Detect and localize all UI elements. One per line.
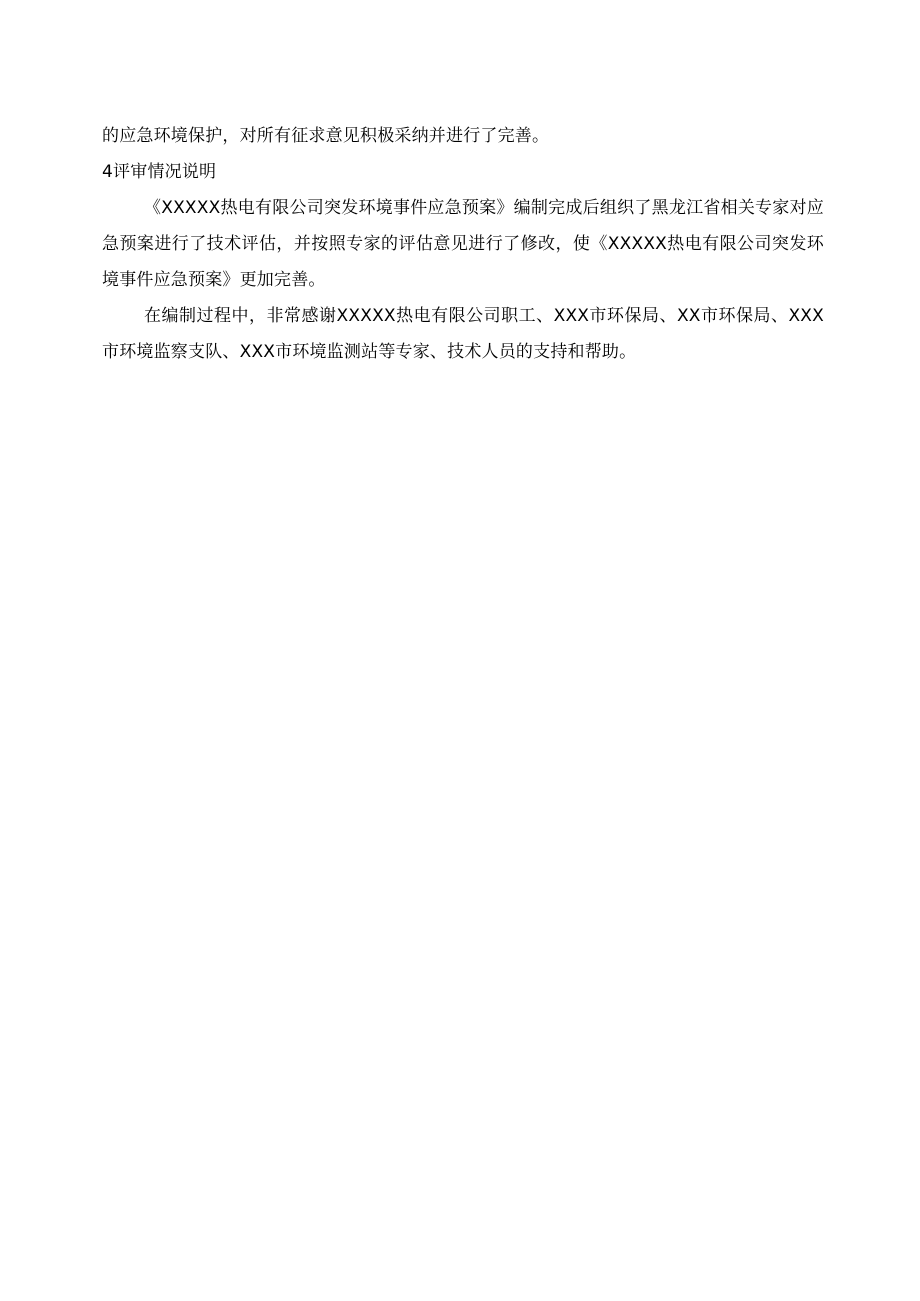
section-heading-review: 4评审情况说明 (102, 162, 217, 182)
paragraph-acknowledgements: 在编制过程中，非常感谢XXXXX热电有限公司职工、XXX市环保局、XX市环保局、XXX市环境监察支队、XXX市环境监测站等专家、技术人员的支持和帮助。 (102, 306, 824, 362)
paragraph-continuation: 的应急环境保护，对所有征求意见积极采纳并进行了完善。 (102, 126, 550, 146)
paragraph-review-description: 《XXXXX热电有限公司突发环境事件应急预案》编制完成后组织了黑龙江省相关专家对应急预案进行了技术评估，并按照专家的评估意见进行了修改，使《XXXXX热电有限公司突发环境事件应急预案》更加完善。 (102, 198, 824, 290)
document-body (102, 118, 824, 370)
